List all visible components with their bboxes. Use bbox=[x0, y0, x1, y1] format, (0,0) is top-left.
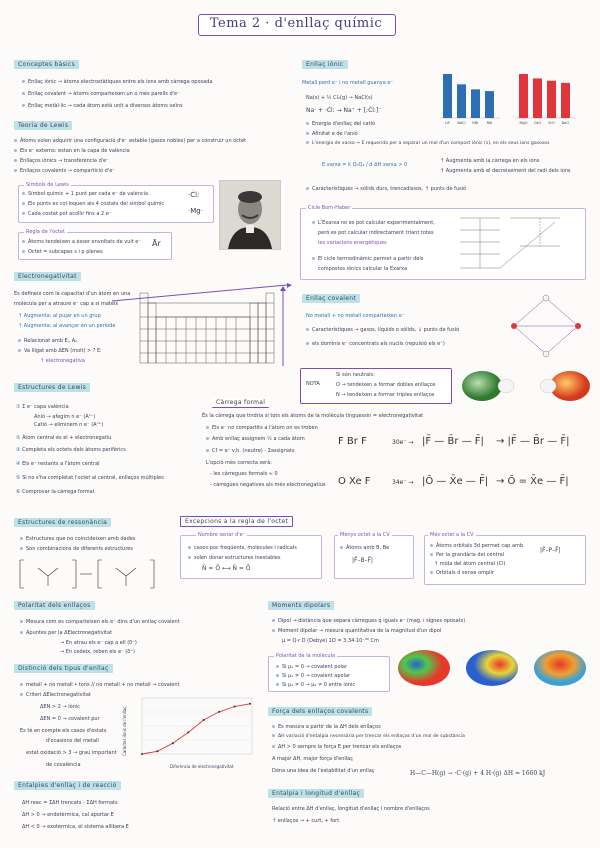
header-carrega-formal: Càrrega formal bbox=[212, 398, 269, 408]
ns-line-2: solen donar estructures inestables bbox=[188, 555, 280, 561]
periodic-table-diagram bbox=[140, 293, 280, 365]
pol-line-1: Mesura com es comparteixen els e⁻ dins d'un enllaç covalent bbox=[20, 619, 180, 625]
ic-point-5 bbox=[218, 711, 220, 713]
ns-formula: N̄ = Ō ⟷ N̄ = Ō bbox=[202, 565, 251, 572]
covalent-forces-diagram bbox=[506, 296, 586, 356]
forca-reaction: H—C—H(g) → ·C·(g) + 4 H·(g) ΔH = 1660 kJ bbox=[410, 770, 546, 777]
page-title: Tema 2 · d'enllaç químic bbox=[209, 16, 383, 31]
ic-point-3 bbox=[187, 731, 189, 733]
el-line-7: ⑤ Si no s'ha completat l'octet al central, enllaços múltiples bbox=[16, 475, 164, 481]
mom-line-2: Moment dipolar → mesura quantitativa de la magnitud d'un dipol bbox=[272, 628, 441, 634]
simbols-line-3: Cada costat pot acollir fins a 2 e⁻ bbox=[22, 211, 112, 217]
ent-line-1: ΔH reac = ΣΔH trencats - ΣΔH formats bbox=[22, 800, 118, 806]
dist-line-2: Criteri ΔElectronegativitat bbox=[20, 692, 91, 698]
ionic-line-2: Na(s) + ½ Cl₂(g) → NaCl(s) bbox=[306, 95, 373, 101]
lewis-line-3: Enllaços iònics → transferència d'e⁻ bbox=[14, 158, 109, 164]
header-forca: Força dels enllaços covalents bbox=[268, 707, 372, 716]
header-entalpies: Entalpies d'enllaç i de reacció bbox=[14, 781, 121, 790]
regla-ar-example: Ār bbox=[152, 239, 161, 248]
bar-label-CaO: CaO bbox=[533, 121, 542, 125]
mes-line-1: Àtoms orbitals 3d permet cap amb bbox=[430, 543, 523, 549]
mes-line-3: ↑ mida del àtom central (Cl) bbox=[434, 561, 506, 567]
forca-line-2: ΔH variació d'entalpia necessària per trencar els enllaços d'un mol de substància bbox=[272, 734, 465, 740]
dist-line-6: d'ocasions del metall bbox=[46, 738, 99, 744]
bar-RbI bbox=[485, 91, 494, 118]
bar-BaO bbox=[561, 83, 570, 118]
bar-label-MgO: MgO bbox=[519, 121, 528, 125]
menys-line: Àtoms amb B, Be bbox=[340, 545, 389, 551]
nombre-senar-header: Nombre senar d'e⁻ bbox=[198, 532, 246, 538]
born-haber-diagram bbox=[460, 212, 570, 276]
svg-text:→ |F̄ — B̄r — F̄|: → |F̄ — B̄r — F̄| bbox=[496, 436, 570, 447]
cicle-line-3: les variacions energètiques bbox=[318, 240, 387, 246]
svg-text:O Xe F: O Xe F bbox=[338, 476, 371, 487]
forca-line-4: A major ΔH, major força d'enllaç bbox=[272, 756, 353, 762]
nota-line-1: Si són neutrals: bbox=[336, 372, 375, 378]
ic-ylabel: Caràcter iònic de l'enllaç bbox=[122, 706, 127, 756]
simbol-mg-example: ·Mg· bbox=[188, 207, 203, 215]
el-line-3: Catió → eliminem n e⁻ (Aⁿ⁺) bbox=[34, 422, 104, 428]
nota-line-3: N → tendeixen a formar triples enllaços bbox=[336, 392, 435, 398]
portrait-icon bbox=[220, 181, 280, 249]
en-arrow-right bbox=[112, 283, 292, 303]
simbols-line-2: Els punts es col·loquen als 4 costats del símbol químic bbox=[22, 201, 164, 207]
menys-octet-box bbox=[334, 535, 414, 579]
bar-SrO bbox=[547, 81, 556, 118]
bar-label-BaO: BaO bbox=[561, 121, 570, 125]
el2-line-2: ↑ enllaços → + curt, + fort bbox=[272, 818, 340, 824]
cf-line-4: Cf = e⁻ v.h. (neutre) - Σassignats bbox=[206, 448, 295, 454]
svg-text:|F̄ — B̄r — F̄|: |F̄ — B̄r — F̄| bbox=[422, 436, 484, 447]
ic-point-0 bbox=[141, 753, 143, 755]
dist-line-8: de covalència bbox=[46, 762, 81, 768]
header-polaritat: Polaritat dels enllaços bbox=[14, 601, 95, 610]
el-line-5: ③ Completa els octets dels àtoms perifèrics bbox=[16, 447, 126, 453]
cf-line-2: Els e⁻ no compartits a l'àtom on es troben bbox=[206, 425, 318, 431]
chart-lattice-red bbox=[516, 68, 576, 126]
bar-label-RbI: RbI bbox=[486, 121, 493, 125]
bar-NaCl bbox=[457, 84, 466, 118]
mom-line-3: μ = Q·r D (Debye) 1D = 3,34·10⁻³⁰ Cm bbox=[282, 638, 379, 644]
menys-formula: |F̄–B–F̄| bbox=[352, 557, 374, 564]
bar-MgO bbox=[519, 74, 528, 118]
nota-line-2: O → tendeixen a formar dobles enllaços bbox=[336, 382, 436, 388]
regla-line-1: Àtoms tendeixen a ésser envoltats de vuit e⁻ bbox=[22, 239, 141, 245]
mes-octet-header: Més octet a la CV bbox=[430, 532, 474, 538]
el-line-8: ⑥ Comprovar la càrrega formal bbox=[16, 489, 95, 495]
en-line-1: Es defineix com la capacitat d'un àtom en una bbox=[14, 291, 131, 297]
header-estructures-lewis: Estructures de Lewis bbox=[14, 383, 90, 392]
regla-line-2: Octet = subcapes s i p plenes bbox=[22, 249, 103, 255]
pol-line-4: → En cedeix, reben els e⁻ (δ⁺) bbox=[60, 649, 135, 655]
el-line-1: ① Σ e⁻ capa valència bbox=[16, 404, 69, 410]
ic-point-1 bbox=[156, 750, 158, 752]
en-line-4: ↑ Augmenta: al avançar en un període bbox=[18, 323, 116, 329]
ionic-line-9: ↑ Augmenta amb el decreixement del radi dels ions bbox=[440, 168, 571, 174]
el-line-2: Anió → afegim n e⁻ (Aⁿ⁻) bbox=[34, 414, 96, 420]
ionic-character-chart bbox=[132, 698, 252, 762]
bar-label-NaCl: NaCl bbox=[457, 121, 466, 125]
svg-text:F Br F: F Br F bbox=[338, 436, 367, 447]
ionic-line-1: Metall perd e⁻ i no metall guanya e⁻ bbox=[302, 80, 394, 86]
en-line-7: ↑ electronegativa bbox=[40, 358, 85, 364]
en-arrow-up bbox=[278, 286, 288, 366]
cicle-line-2: però es pot calcular indirectament triant totes bbox=[318, 230, 434, 236]
svg-text:|Ō — X̄e — F̄|: |Ō — X̄e — F̄| bbox=[422, 476, 489, 487]
ionic-line-10: Característiques → sòlids durs, trencadissos, ↑ punts de fusió bbox=[306, 186, 466, 192]
ic-point-4 bbox=[203, 719, 205, 721]
cf-line-3: Amb enllaç assignem ½ a cada àtom bbox=[206, 436, 305, 442]
ionic-line-8: ↑ Augmenta amb la càrrega en els ions bbox=[440, 158, 540, 164]
cov-line-3: els dominis e⁻ concentrats als nuclis (repulsió els e⁻) bbox=[306, 341, 445, 347]
forca-line-3: ΔH > 0 sempre la força E per trencar els enllaços bbox=[272, 744, 401, 750]
ns-line-1: casos poc freqüents, molècules i radicals bbox=[188, 545, 297, 551]
header-conceptes-basics: Conceptes bàsics bbox=[14, 60, 79, 69]
resonance-structures bbox=[18, 556, 168, 592]
pm-line-1: Si μ₁ = 0 → covalent polar bbox=[276, 664, 347, 670]
lewis-line-2: Els e⁻ externs: estan en la capa de valència bbox=[14, 148, 130, 154]
header-electronegativitat: Electronegativitat bbox=[14, 272, 81, 281]
res-line-1: Estructures que no coincideixen amb dades bbox=[20, 536, 135, 542]
regla-box bbox=[18, 232, 172, 260]
cov-line-1: No metall + no metall comparteixen e⁻ bbox=[306, 313, 405, 319]
cf-line-1: És la càrrega que tindria si tots els àtoms de la molècula tinguessin = electronegativitat bbox=[202, 413, 424, 419]
forca-line-1: Es mesura a partir de la ΔH dels enllaços bbox=[272, 724, 381, 730]
ionic-line-5: Afinitat e de l'anió bbox=[306, 131, 358, 137]
mes-line-4: Orbitals d sense omplir bbox=[430, 570, 494, 576]
en-line-5: Relacionat amb Eᵢ, Aₑ bbox=[18, 338, 77, 344]
cicle-line-4: El cicle termodinàmic permet a partir dels bbox=[312, 256, 423, 262]
header-moments: Moments dipolars bbox=[268, 601, 334, 610]
cicle-line-1: L'Exarxa no es pot calcular experimentalment, bbox=[312, 220, 435, 226]
regla-header: Regla de l'octet bbox=[26, 229, 65, 235]
dist-line-7: estat oxidació > 3 → grau important bbox=[26, 750, 117, 756]
cf-line-6: - les càrregues formals ≈ 0 bbox=[210, 471, 278, 477]
polaritat-molecula-header: Polaritat de la molècula bbox=[276, 653, 336, 659]
bar-LiF bbox=[443, 74, 452, 118]
simbols-header: Símbols de Lewis bbox=[26, 182, 69, 188]
lewis-structure-examples bbox=[338, 408, 578, 498]
pol-line-2: Apuntes per la ΔElectronegativitat bbox=[20, 630, 112, 636]
header-enllac-ionic: Enllaç iònic bbox=[302, 60, 348, 69]
cf-line-5: L'opció més correcta serà: bbox=[206, 460, 272, 466]
portrait-photo bbox=[219, 180, 281, 250]
electrostatic-maps bbox=[396, 646, 592, 690]
header-ressonancia: Estructures de ressonància bbox=[14, 518, 111, 527]
simbol-cl-example: ·Ċl: bbox=[188, 191, 200, 199]
ionic-line-3: Na· + ·Ċl: → Na⁺ + [:Ċl:]⁻ bbox=[306, 107, 382, 114]
cicle-header: Cicle Born-Haber bbox=[308, 205, 351, 211]
dist-line-4: ΔEN = 0 → covalent pur bbox=[40, 716, 100, 722]
ent-line-2: ΔH > 0 → endotèrmica, cal aportar E bbox=[22, 812, 114, 818]
conceptes-line-1: Enllaç iònic → àtoms electrostàtiques entre els ions amb càrrega oposada bbox=[22, 79, 212, 85]
bar-label-LiF: LiF bbox=[445, 121, 450, 125]
cicle-line-5: compostos iònics calcular la Exarxa bbox=[318, 266, 408, 272]
bar-CaO bbox=[533, 78, 542, 118]
bar-label-SrO: SrO bbox=[548, 121, 555, 125]
ent-line-3: ΔH < 0 → exotèrmica, el sistema allibera E bbox=[22, 824, 129, 830]
header-enllac-covalent: Enllaç covalent bbox=[302, 294, 360, 303]
svg-text:34e⁻ →: 34e⁻ → bbox=[392, 479, 414, 486]
ionic-line-7: E xarxa = k Q₁Q₂ / d ΔH xarxa > 0 bbox=[322, 162, 408, 168]
conceptes-line-2: Enllaç covalent → àtoms comparteixen un o més parells d'e⁻ bbox=[22, 91, 180, 97]
cov-line-2: Característiques → gasos, líquids o sòlids, ↓ punts de fusió bbox=[306, 327, 459, 333]
el-line-6: ④ Els e⁻ restants a l'àtom central bbox=[16, 461, 100, 467]
nota-label: NOTA bbox=[306, 381, 320, 387]
header-excepcions: Excepcions a la regla de l'octet bbox=[180, 516, 293, 527]
svg-text:30e⁻ →: 30e⁻ → bbox=[392, 439, 414, 446]
header-teoria-lewis: Teoria de Lewis bbox=[14, 121, 72, 130]
dist-line-1: metall + no metall • tons // no metall + no metall → covalent bbox=[20, 682, 179, 688]
cf-line-7: - càrregues negatives als més electronegatius bbox=[210, 482, 326, 488]
el2-line-1: Relació entre ΔH d'enllaç, longitud d'enllaç i nombre d'enllaços bbox=[272, 806, 430, 812]
en-line-3: ↑ Augmenta: al pujar en un grup bbox=[18, 313, 101, 319]
ic-point-2 bbox=[172, 742, 174, 744]
en-line-2: molècula per a atraure e⁻ cap a si mateix bbox=[14, 301, 119, 307]
pm-line-3: Si μ₁ ≠ 0 → μ₂ ≠ 0 entre iònic bbox=[276, 682, 355, 688]
en-line-6: Va lligat amb ΔEN (molt) > ? Eᵢ bbox=[18, 348, 101, 354]
lewis-line-1: Àtoms volen adquirir una configuració d'e⁻ estable (gasos nobles) per a construir un octet bbox=[14, 138, 246, 144]
menys-octet-header: Menys octet a la CV bbox=[340, 532, 390, 538]
mom-line-1: Dipol → distància que separa càrregues q iguals e⁻ (mag. i signes oposats) bbox=[272, 618, 465, 624]
header-entalpia-longitud: Entalpia i longitud d'enllaç bbox=[268, 789, 364, 798]
res-line-2: Son combinacions de diferents estructures bbox=[20, 546, 133, 552]
ionic-line-6: L'energia de xarxa → E requerida per a separar un mol d'un compost iònic (s), en els seus ions gasosos bbox=[306, 141, 549, 147]
bar-label-KBr: KBr bbox=[472, 121, 479, 125]
svg-text:→ Ō = X̄e — F̄|: → Ō = X̄e — F̄| bbox=[496, 476, 569, 487]
pm-line-2: Si μ₁ ≠ 0 → covalent apolar bbox=[276, 673, 350, 679]
el-line-4: ② Àtom central és el + electronegatiu bbox=[16, 435, 112, 441]
ic-xlabel: Diferència de electronegativitat bbox=[170, 764, 234, 769]
molecule-models bbox=[460, 366, 590, 406]
simbols-line-1: Símbol químic + 1 punt per cada e⁻ de valència bbox=[22, 191, 148, 197]
mes-formula: |F̄–P–F̄| bbox=[540, 547, 561, 554]
ic-point-7 bbox=[249, 703, 251, 705]
dist-line-3: ΔEN > 2 → iònic bbox=[40, 704, 80, 710]
ionic-line-4: Energia d'enllaç del catió bbox=[306, 121, 375, 127]
conceptes-line-3: Enllaç metàl·lic → cada àtom està unit a diversos àtoms veïns bbox=[22, 103, 183, 109]
mes-line-2: Per la grandària del central bbox=[430, 552, 504, 558]
forca-line-5: Dóna una idea de l'estabilitat d'un enllaç bbox=[272, 768, 375, 774]
header-distincio: Distinció dels tipus d'enllaç bbox=[14, 664, 113, 673]
ic-point-6 bbox=[234, 705, 236, 707]
chart-lattice-blue bbox=[440, 68, 500, 126]
bar-KBr bbox=[471, 89, 480, 118]
lewis-line-4: Enllaços covalents → compartició d'e⁻ bbox=[14, 168, 115, 174]
dist-line-5: Es té en compte els casos d'estats bbox=[20, 728, 107, 734]
pol-line-3: → En atrau els e⁻ cap a ell (δ⁻) bbox=[60, 640, 137, 646]
